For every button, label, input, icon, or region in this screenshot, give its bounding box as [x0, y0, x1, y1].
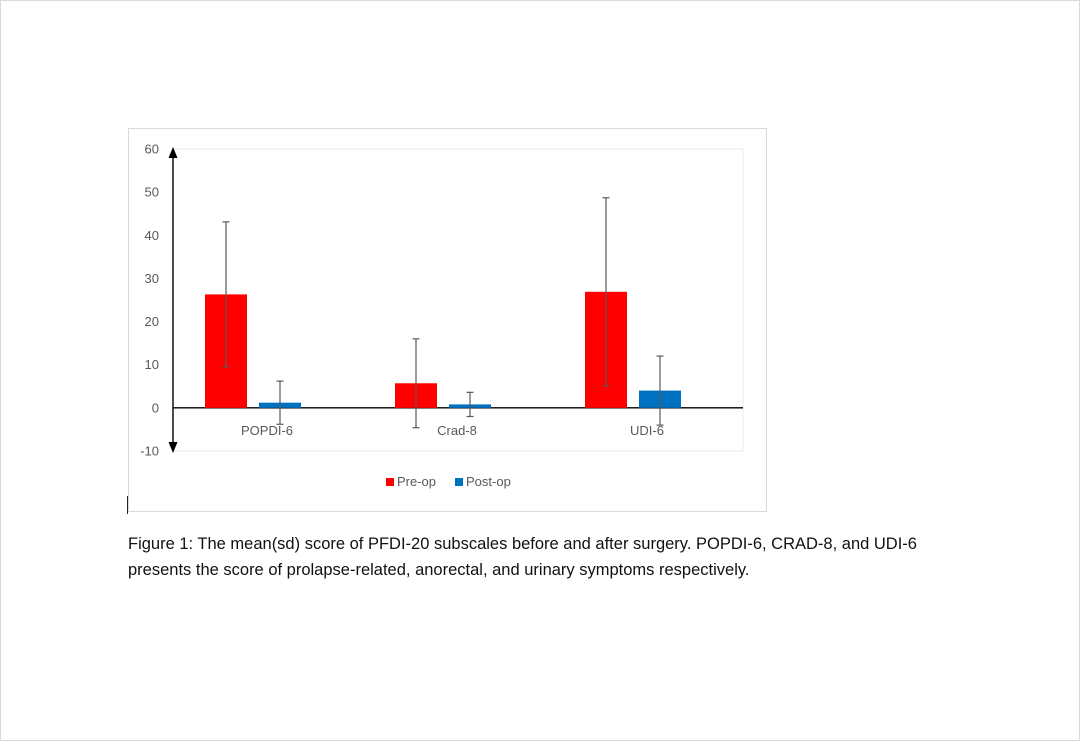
y-tick-label: 50: [144, 184, 159, 200]
legend-label-1: Pre-op: [397, 474, 437, 489]
y-tick-label: -10: [140, 443, 159, 459]
x-category-label: Crad-8: [437, 422, 477, 438]
legend-swatch-2: [455, 478, 463, 486]
y-tick-label: 40: [144, 227, 159, 243]
bar-chart: [129, 129, 766, 511]
legend-swatch-1: [386, 478, 394, 486]
caption-line-2: presents the score of prolapse-related, anorectal, and urinary symptoms respectively.: [128, 561, 750, 579]
y-tick-label: 30: [144, 270, 159, 286]
y-tick-label: 10: [144, 357, 159, 373]
x-category-label: UDI-6: [630, 422, 664, 438]
legend-label-2: Post-op: [466, 474, 511, 489]
y-tick-label: 60: [144, 141, 159, 157]
y-tick-label: 20: [144, 314, 159, 330]
chart-container: [128, 128, 767, 512]
caption-line-1: Figure 1: The mean(sd) score of PFDI-20 subscales before and after surgery. POPDI-6, CRAD-8, and UDI-6: [128, 535, 917, 553]
text-cursor: [127, 496, 128, 514]
x-category-label: POPDI-6: [240, 422, 294, 438]
figure-caption: [128, 531, 988, 583]
y-tick-label: 0: [151, 400, 159, 416]
